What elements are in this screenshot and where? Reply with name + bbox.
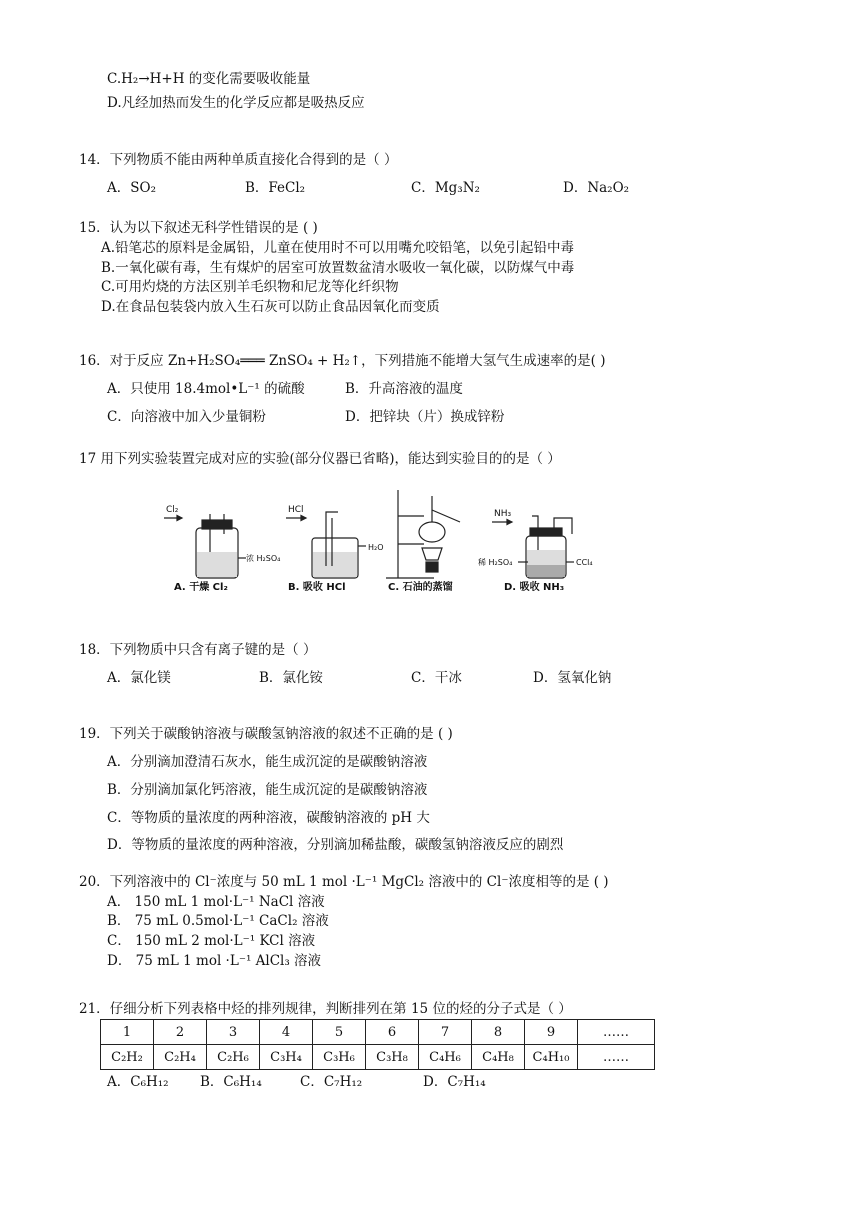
q19-stem: 19．下列关于碳酸钠溶液与碳酸氢钠溶液的叙述不正确的是 ( ) (79, 726, 453, 742)
q15-option-b: B.一氧化碳有毒，生有煤炉的居室可放置数盆清水吸收一氧化碳，以防煤气中毒 (101, 260, 575, 276)
q16-option-b: B．升高溶液的温度 (345, 381, 463, 397)
q16-option-d: D．把锌块（片）换成锌粉 (345, 409, 505, 425)
q19-option-c: C．等物质的量浓度的两种溶液，碳酸钠溶液的 pH 大 (107, 810, 430, 826)
q20-option-b: B． 75 mL 0.5mol·L⁻¹ CaCl₂ 溶液 (107, 913, 329, 929)
q15-option-d: D.在食品包装袋内放入生石灰可以防止食品因氧化而变质 (101, 299, 440, 315)
apparatus-d (492, 516, 574, 578)
caption-a: A. 干燥 Cl₂ (174, 582, 228, 593)
q16-option-c: C．向溶液中加入少量铜粉 (107, 409, 266, 425)
apparatus-figure (160, 490, 600, 600)
table-cell: 8 (472, 1020, 525, 1045)
table-cell: C₂H₄ (154, 1045, 207, 1070)
q18-option-d: D．氢氧化钠 (533, 670, 612, 686)
table-cell: 7 (419, 1020, 472, 1045)
table-cell: 4 (260, 1020, 313, 1045)
q21-option-b: B．C₆H₁₄ (200, 1074, 262, 1090)
q16-stem: 16．对于反应 Zn+H₂SO₄═══ ZnSO₄ + H₂↑，下列措施不能增大氢气生成速率的是( ) (79, 353, 606, 369)
label-liquid-a: 浓 H₂SO₄ (246, 554, 281, 563)
q20-option-c: C． 150 mL 2 mol·L⁻¹ KCl 溶液 (107, 933, 316, 949)
q20-option-a: A． 150 mL 1 mol·L⁻¹ NaCl 溶液 (107, 894, 325, 910)
q14-stem: 14．下列物质不能由两种单质直接化合得到的是（ ） (79, 152, 398, 168)
q17-stem: 17 用下列实验装置完成对应的实验(部分仪器已省略)，能达到实验目的的是（ ） (79, 451, 561, 467)
table-row-formulas (101, 1045, 655, 1070)
caption-b: B. 吸收 HCl (288, 582, 346, 593)
table-row-positions (101, 1020, 655, 1045)
label-gas-b: HCl (288, 505, 304, 515)
q15-option-c: C.可用灼烧的方法区别羊毛织物和尼龙等化纤织物 (101, 279, 399, 295)
table-cell: C₄H₁₀ (525, 1045, 578, 1070)
caption-d: D. 吸收 NH₃ (504, 582, 565, 593)
table-cell: 6 (366, 1020, 419, 1045)
q13-option-d: D.凡经加热而发生的化学反应都是吸热反应 (107, 95, 365, 111)
q15-stem: 15．认为以下叙述无科学性错误的是 ( ) (79, 220, 318, 236)
q19-option-b: B．分别滴加氯化钙溶液，能生成沉淀的是碳酸钠溶液 (107, 782, 428, 798)
table-cell: C₂H₂ (101, 1045, 154, 1070)
q21-stem: 21．仔细分析下列表格中烃的排列规律，判断排列在第 15 位的烃的分子式是（ ） (79, 1001, 572, 1017)
table-cell: C₃H₄ (260, 1045, 313, 1070)
label-liquid-b: H₂O (368, 543, 384, 552)
table-cell: 1 (101, 1020, 154, 1045)
table-cell: C₃H₈ (366, 1045, 419, 1070)
table-cell: 9 (525, 1020, 578, 1045)
table-cell: …… (578, 1045, 655, 1070)
q18-option-c: C．干冰 (411, 670, 462, 686)
label-liquid-d2: CCl₄ (576, 558, 593, 567)
table-cell: 5 (313, 1020, 366, 1045)
q19-option-a: A．分别滴加澄清石灰水，能生成沉淀的是碳酸钠溶液 (107, 754, 428, 770)
label-liquid-d1: 稀 H₂SO₄ (478, 558, 513, 567)
apparatus-c (386, 490, 460, 578)
caption-c: C. 石油的蒸馏 (388, 582, 453, 593)
table-cell: C₄H₆ (419, 1045, 472, 1070)
label-gas-a: Cl₂ (166, 505, 179, 515)
q14-option-b: B．FeCl₂ (245, 180, 306, 196)
apparatus-a (164, 514, 246, 578)
table-cell: C₄H₈ (472, 1045, 525, 1070)
q18-option-a: A．氯化镁 (107, 670, 171, 686)
q18-stem: 18．下列物质中只含有离子键的是（ ） (79, 642, 317, 658)
label-gas-d: NH₃ (494, 509, 512, 519)
table-cell: 2 (154, 1020, 207, 1045)
q13-option-c: C.H₂→H+H 的变化需要吸收能量 (107, 71, 311, 87)
q21-option-c: C．C₇H₁₂ (300, 1074, 363, 1090)
table-cell: …… (578, 1020, 655, 1045)
q19-option-d: D．等物质的量浓度的两种溶液，分别滴加稀盐酸，碳酸氢钠溶液反应的剧烈 (107, 837, 564, 853)
table-cell: C₂H₆ (207, 1045, 260, 1070)
table-cell: C₃H₆ (313, 1045, 366, 1070)
q21-option-d: D．C₇H₁₄ (423, 1074, 486, 1090)
q21-option-a: A．C₆H₁₂ (107, 1074, 169, 1090)
q14-option-d: D．Na₂O₂ (563, 180, 630, 196)
hydrocarbon-sequence-table (100, 1019, 655, 1070)
q20-stem: 20．下列溶液中的 Cl⁻浓度与 50 mL 1 mol ·L⁻¹ MgCl₂ 溶液中的 Cl⁻浓度相等的是 ( ) (79, 874, 609, 890)
q14-option-a: A．SO₂ (107, 180, 156, 196)
q18-option-b: B．氯化铵 (259, 670, 323, 686)
q16-option-a: A．只使用 18.4mol•L⁻¹ 的硫酸 (107, 381, 305, 397)
q15-option-a: A.铅笔芯的原料是金属铅，儿童在使用时不可以用嘴允咬铅笔，以免引起铅中毒 (101, 240, 575, 256)
table-cell: 3 (207, 1020, 260, 1045)
q20-option-d: D． 75 mL 1 mol ·L⁻¹ AlCl₃ 溶液 (107, 953, 322, 969)
apparatus-b (286, 512, 366, 578)
q14-option-c: C．Mg₃N₂ (411, 180, 480, 196)
